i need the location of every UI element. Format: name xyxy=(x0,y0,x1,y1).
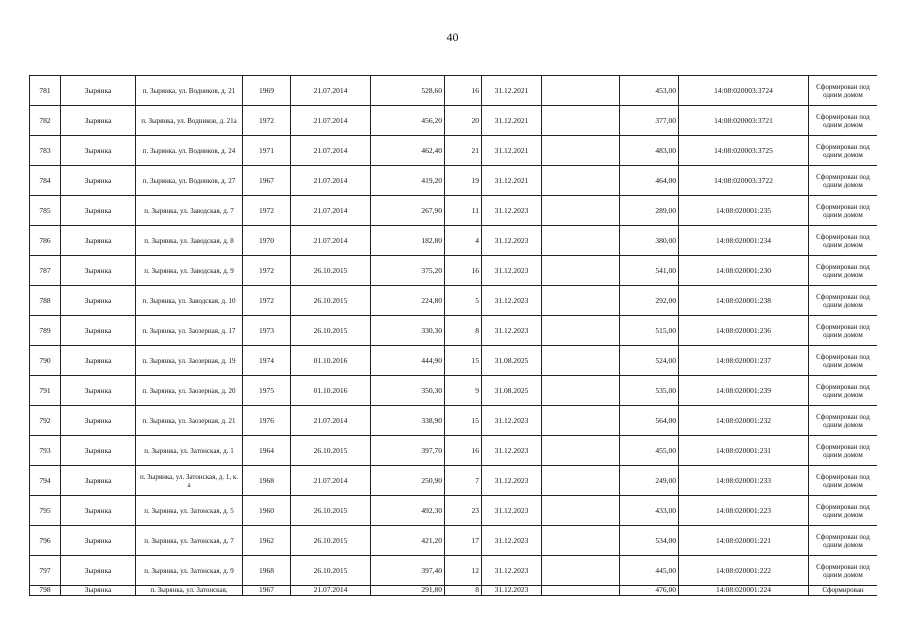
cell-year: 1972 xyxy=(243,256,291,286)
cell-date: 21.07.2014 xyxy=(291,466,371,496)
cell-date: 21.07.2014 xyxy=(291,106,371,136)
cell-empty xyxy=(542,256,620,286)
cell-count: 17 xyxy=(445,526,482,556)
cell-number: 787 xyxy=(30,256,61,286)
cell-settlement: Зырянка xyxy=(61,556,136,586)
table-row xyxy=(30,316,878,346)
cell-area: 375,20 xyxy=(371,256,445,286)
cell-empty xyxy=(542,436,620,466)
cell-land-area: 453,00 xyxy=(620,76,679,106)
cell-deadline: 31.12.2023 xyxy=(482,436,542,466)
cell-empty xyxy=(542,496,620,526)
cell-address: п. Зырянка, ул. Затонская, д. 5 xyxy=(136,496,243,526)
cell-status: Сформирован под одним домом xyxy=(809,376,878,406)
cell-number: 785 xyxy=(30,196,61,226)
cell-date: 21.07.2014 xyxy=(291,226,371,256)
cell-year: 1975 xyxy=(243,376,291,406)
cell-land-area: 445,00 xyxy=(620,556,679,586)
cell-date: 26.10.2015 xyxy=(291,316,371,346)
cell-area: 419,20 xyxy=(371,166,445,196)
cell-empty xyxy=(542,166,620,196)
cell-count: 8 xyxy=(445,316,482,346)
cell-count: 9 xyxy=(445,376,482,406)
cell-status: Сформирован под одним домом xyxy=(809,346,878,376)
cell-number: 788 xyxy=(30,286,61,316)
cell-date: 26.10.2015 xyxy=(291,526,371,556)
cell-address: п. Зырянка, ул. Заводская, д. 9 xyxy=(136,256,243,286)
cell-settlement: Зырянка xyxy=(61,466,136,496)
cell-cadastral-number: 14:08:020001:234 xyxy=(679,226,809,256)
cell-cadastral-number: 14:08:020001:223 xyxy=(679,496,809,526)
cell-empty xyxy=(542,226,620,256)
cell-settlement: Зырянка xyxy=(61,406,136,436)
cell-cadastral-number: 14:08:020001:237 xyxy=(679,346,809,376)
cell-land-area: 464,00 xyxy=(620,166,679,196)
cell-count: 21 xyxy=(445,136,482,166)
cell-date: 21.07.2014 xyxy=(291,586,371,596)
cell-address: п. Зырянка, ул. Затонская, д. 7 xyxy=(136,526,243,556)
cell-year: 1967 xyxy=(243,586,291,596)
cell-deadline: 31.12.2021 xyxy=(482,136,542,166)
cell-settlement: Зырянка xyxy=(61,106,136,136)
cell-land-area: 483,00 xyxy=(620,136,679,166)
cell-year: 1969 xyxy=(243,76,291,106)
cell-deadline: 31.12.2023 xyxy=(482,226,542,256)
cell-cadastral-number: 14:08:020003:3724 xyxy=(679,76,809,106)
table-row xyxy=(30,526,878,556)
cell-number: 783 xyxy=(30,136,61,166)
cell-area: 330,30 xyxy=(371,316,445,346)
cell-count: 15 xyxy=(445,346,482,376)
cell-land-area: 292,00 xyxy=(620,286,679,316)
table-row xyxy=(30,586,878,596)
cell-empty xyxy=(542,346,620,376)
cell-year: 1973 xyxy=(243,316,291,346)
cell-cadastral-number: 14:08:020001:236 xyxy=(679,316,809,346)
cell-status: Сформирован под одним домом xyxy=(809,496,878,526)
cell-count: 16 xyxy=(445,436,482,466)
cell-deadline: 31.12.2023 xyxy=(482,526,542,556)
cell-cadastral-number: 14:08:020003:3721 xyxy=(679,106,809,136)
cell-date: 26.10.2015 xyxy=(291,256,371,286)
cell-count: 4 xyxy=(445,226,482,256)
cell-date: 26.10.2015 xyxy=(291,496,371,526)
registry-table xyxy=(29,75,877,596)
cell-area: 462,40 xyxy=(371,136,445,166)
cell-area: 421,20 xyxy=(371,526,445,556)
cell-area: 338,90 xyxy=(371,406,445,436)
cell-address: п. Зырянка, ул. Заозерная, д. 17 xyxy=(136,316,243,346)
table-row xyxy=(30,196,878,226)
cell-status: Сформирован под одним домом xyxy=(809,136,878,166)
cell-cadastral-number: 14:08:020001:224 xyxy=(679,586,809,596)
table-row xyxy=(30,106,878,136)
cell-area: 444,90 xyxy=(371,346,445,376)
cell-empty xyxy=(542,526,620,556)
cell-settlement: Зырянка xyxy=(61,256,136,286)
cell-land-area: 289,00 xyxy=(620,196,679,226)
cell-cadastral-number: 14:08:020003:3725 xyxy=(679,136,809,166)
cell-count: 16 xyxy=(445,256,482,286)
table-row xyxy=(30,436,878,466)
cell-area: 250,90 xyxy=(371,466,445,496)
table-row xyxy=(30,346,878,376)
cell-status: Сформирован под одним домом xyxy=(809,406,878,436)
cell-land-area: 249,00 xyxy=(620,466,679,496)
cell-cadastral-number: 14:08:020001:222 xyxy=(679,556,809,586)
cell-settlement: Зырянка xyxy=(61,526,136,556)
cell-address: п. Зырянка, ул. Заводская, д. 10 xyxy=(136,286,243,316)
cell-status: Сформирован под одним домом xyxy=(809,316,878,346)
cell-deadline: 31.08.2025 xyxy=(482,376,542,406)
cell-number: 798 xyxy=(30,586,61,596)
cell-empty xyxy=(542,76,620,106)
cell-land-area: 476,00 xyxy=(620,586,679,596)
cell-count: 8 xyxy=(445,586,482,596)
cell-address: п. Зырянка, ул. Затонская, д. 1, к. а xyxy=(136,466,243,496)
cell-settlement: Зырянка xyxy=(61,286,136,316)
cell-settlement: Зырянка xyxy=(61,316,136,346)
cell-deadline: 31.12.2023 xyxy=(482,316,542,346)
cell-address: п. Зырянка, ул. Заозерная, д. 20 xyxy=(136,376,243,406)
cell-deadline: 31.12.2023 xyxy=(482,586,542,596)
cell-date: 21.07.2014 xyxy=(291,166,371,196)
cell-settlement: Зырянка xyxy=(61,496,136,526)
cell-cadastral-number: 14:08:020001:239 xyxy=(679,376,809,406)
cell-status: Сформирован под одним домом xyxy=(809,436,878,466)
cell-number: 782 xyxy=(30,106,61,136)
cell-address: п. Зырянка, ул. Заозерная, д. 19 xyxy=(136,346,243,376)
cell-empty xyxy=(542,406,620,436)
cell-number: 790 xyxy=(30,346,61,376)
table-row xyxy=(30,256,878,286)
table-row xyxy=(30,286,878,316)
page-number: 40 xyxy=(446,30,459,44)
cell-year: 1967 xyxy=(243,166,291,196)
cell-area: 492,30 xyxy=(371,496,445,526)
cell-count: 5 xyxy=(445,286,482,316)
cell-settlement: Зырянка xyxy=(61,166,136,196)
cell-land-area: 524,00 xyxy=(620,346,679,376)
cell-number: 781 xyxy=(30,76,61,106)
cell-status: Сформирован под одним домом xyxy=(809,166,878,196)
table-row xyxy=(30,166,878,196)
cell-empty xyxy=(542,466,620,496)
cell-year: 1962 xyxy=(243,526,291,556)
cell-cadastral-number: 14:08:020001:221 xyxy=(679,526,809,556)
cell-land-area: 377,00 xyxy=(620,106,679,136)
cell-area: 528,60 xyxy=(371,76,445,106)
cell-status: Сформирован под одним домом xyxy=(809,556,878,586)
cell-cadastral-number: 14:08:020001:232 xyxy=(679,406,809,436)
cell-empty xyxy=(542,106,620,136)
cell-land-area: 433,00 xyxy=(620,496,679,526)
cell-year: 1970 xyxy=(243,226,291,256)
cell-settlement: Зырянка xyxy=(61,376,136,406)
cell-area: 397,70 xyxy=(371,436,445,466)
cell-land-area: 534,00 xyxy=(620,526,679,556)
cell-empty xyxy=(542,286,620,316)
cell-number: 784 xyxy=(30,166,61,196)
cell-status: Сформирован под одним домом xyxy=(809,106,878,136)
cell-area: 456,20 xyxy=(371,106,445,136)
cell-land-area: 455,00 xyxy=(620,436,679,466)
cell-land-area: 515,00 xyxy=(620,316,679,346)
cell-address: п. Зырянка, ул. Заводская, д. 7 xyxy=(136,196,243,226)
cell-year: 1971 xyxy=(243,136,291,166)
cell-address: п. Зырянка, ул. Водников, д. 21а xyxy=(136,106,243,136)
cell-empty xyxy=(542,586,620,596)
cell-number: 791 xyxy=(30,376,61,406)
cell-settlement: Зырянка xyxy=(61,76,136,106)
cell-empty xyxy=(542,196,620,226)
cell-count: 16 xyxy=(445,76,482,106)
cell-status: Сформирован под одним домом xyxy=(809,256,878,286)
cell-status: Сформирован под одним домом xyxy=(809,466,878,496)
cell-deadline: 31.12.2023 xyxy=(482,406,542,436)
cell-year: 1972 xyxy=(243,196,291,226)
cell-area: 224,80 xyxy=(371,286,445,316)
cell-area: 397,40 xyxy=(371,556,445,586)
cell-address: п. Зырянка, ул. Заводская, д. 8 xyxy=(136,226,243,256)
cell-empty xyxy=(542,556,620,586)
table-row xyxy=(30,466,878,496)
cell-address: п. Зырянка, ул. Водников, д. 24 xyxy=(136,136,243,166)
cell-deadline: 31.12.2023 xyxy=(482,466,542,496)
cell-cadastral-number: 14:08:020001:230 xyxy=(679,256,809,286)
cell-number: 795 xyxy=(30,496,61,526)
registry-table-wrapper xyxy=(29,75,877,602)
cell-status: Сформирован под одним домом xyxy=(809,526,878,556)
cell-address: п. Зырянка, ул. Затонская, д. 9 xyxy=(136,556,243,586)
cell-count: 7 xyxy=(445,466,482,496)
cell-date: 21.07.2014 xyxy=(291,136,371,166)
cell-status: Сформирован под одним домом xyxy=(809,226,878,256)
cell-status: Сформирован xyxy=(809,586,878,596)
cell-area: 291,80 xyxy=(371,586,445,596)
cell-count: 20 xyxy=(445,106,482,136)
cell-count: 12 xyxy=(445,556,482,586)
cell-count: 11 xyxy=(445,196,482,226)
cell-date: 26.10.2015 xyxy=(291,286,371,316)
cell-deadline: 31.12.2023 xyxy=(482,196,542,226)
cell-number: 794 xyxy=(30,466,61,496)
table-row xyxy=(30,76,878,106)
cell-date: 26.10.2015 xyxy=(291,556,371,586)
cell-land-area: 564,00 xyxy=(620,406,679,436)
cell-deadline: 31.12.2023 xyxy=(482,556,542,586)
cell-land-area: 541,00 xyxy=(620,256,679,286)
cell-number: 786 xyxy=(30,226,61,256)
cell-address: п. Зырянка, ул. Затонская, д. 1 xyxy=(136,436,243,466)
cell-year: 1972 xyxy=(243,106,291,136)
cell-number: 796 xyxy=(30,526,61,556)
cell-deadline: 31.12.2023 xyxy=(482,256,542,286)
table-row xyxy=(30,226,878,256)
cell-land-area: 535,00 xyxy=(620,376,679,406)
cell-year: 1974 xyxy=(243,346,291,376)
cell-address: п. Зырянка, ул. Затонская, xyxy=(136,586,243,596)
cell-number: 793 xyxy=(30,436,61,466)
table-body xyxy=(30,76,878,596)
cell-year: 1968 xyxy=(243,466,291,496)
cell-number: 792 xyxy=(30,406,61,436)
cell-deadline: 31.12.2021 xyxy=(482,106,542,136)
cell-deadline: 31.12.2023 xyxy=(482,496,542,526)
cell-empty xyxy=(542,376,620,406)
cell-status: Сформирован под одним домом xyxy=(809,76,878,106)
cell-date: 21.07.2014 xyxy=(291,76,371,106)
cell-settlement: Зырянка xyxy=(61,196,136,226)
cell-settlement: Зырянка xyxy=(61,136,136,166)
table-row xyxy=(30,376,878,406)
cell-year: 1960 xyxy=(243,496,291,526)
cell-count: 15 xyxy=(445,406,482,436)
cell-area: 350,30 xyxy=(371,376,445,406)
cell-deadline: 31.12.2021 xyxy=(482,76,542,106)
cell-deadline: 31.08.2025 xyxy=(482,346,542,376)
cell-year: 1972 xyxy=(243,286,291,316)
cell-deadline: 31.12.2023 xyxy=(482,286,542,316)
cell-cadastral-number: 14:08:020001:235 xyxy=(679,196,809,226)
cell-settlement: Зырянка xyxy=(61,226,136,256)
table-row xyxy=(30,406,878,436)
cell-cadastral-number: 14:08:020001:233 xyxy=(679,466,809,496)
cell-address: п. Зырянка, ул. Заозерная, д. 21 xyxy=(136,406,243,436)
table-row xyxy=(30,136,878,166)
table-row xyxy=(30,496,878,526)
cell-date: 01.10.2016 xyxy=(291,376,371,406)
cell-number: 789 xyxy=(30,316,61,346)
cell-settlement: Зырянка xyxy=(61,436,136,466)
cell-date: 01.10.2016 xyxy=(291,346,371,376)
cell-area: 267,90 xyxy=(371,196,445,226)
cell-year: 1968 xyxy=(243,556,291,586)
cell-year: 1964 xyxy=(243,436,291,466)
cell-cadastral-number: 14:08:020001:238 xyxy=(679,286,809,316)
cell-count: 19 xyxy=(445,166,482,196)
cell-address: п. Зырянка, ул. Водников, д. 27 xyxy=(136,166,243,196)
table-row xyxy=(30,556,878,586)
cell-address: п. Зырянка, ул. Водников, д. 21 xyxy=(136,76,243,106)
cell-count: 23 xyxy=(445,496,482,526)
cell-deadline: 31.12.2021 xyxy=(482,166,542,196)
cell-status: Сформирован под одним домом xyxy=(809,196,878,226)
cell-cadastral-number: 14:08:020003:3722 xyxy=(679,166,809,196)
cell-date: 26.10.2015 xyxy=(291,436,371,466)
cell-cadastral-number: 14:08:020001:231 xyxy=(679,436,809,466)
cell-land-area: 380,00 xyxy=(620,226,679,256)
cell-empty xyxy=(542,136,620,166)
cell-date: 21.07.2014 xyxy=(291,406,371,436)
cell-settlement: Зырянка xyxy=(61,346,136,376)
cell-status: Сформирован под одним домом xyxy=(809,286,878,316)
cell-number: 797 xyxy=(30,556,61,586)
cell-year: 1976 xyxy=(243,406,291,436)
cell-settlement: Зырянка xyxy=(61,586,136,596)
cell-area: 182,80 xyxy=(371,226,445,256)
cell-empty xyxy=(542,316,620,346)
cell-date: 21.07.2014 xyxy=(291,196,371,226)
